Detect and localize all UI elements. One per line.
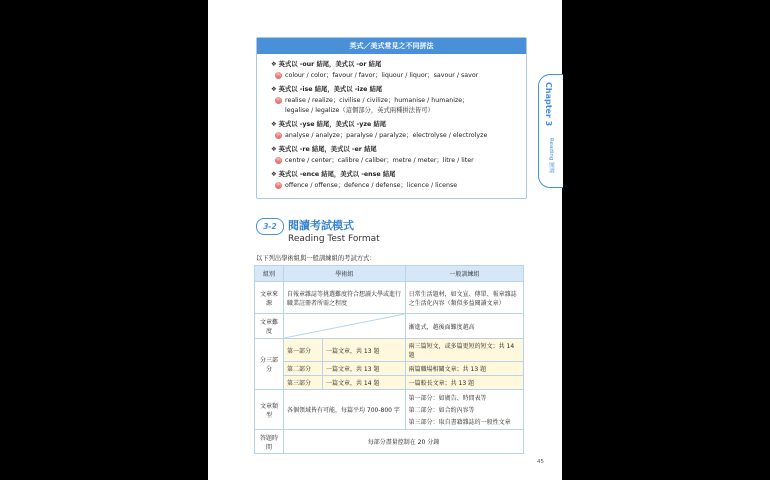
table-row: 第三部分 一篇文章，共 14 題 一篇較長文章；共 13 題 — [255, 376, 524, 390]
diagonal-cell — [284, 314, 406, 339]
table-row: 文章來源 自報章雜誌等挑選難度符合想讀大學或進行職業註冊者所需之程度 日常生活題材，如文宣、傳單、報章雜誌之生活化內容（類似多益閱讀文章） — [255, 282, 524, 314]
rule-ise: ❖ 英式以 -ise 結尾，美式以 -ize 結尾 例 realise / realize；civilise / civilize；humanise / humanize； legalise / legalize（這個部分，英式兩種拼法皆可） — [271, 86, 469, 114]
table-row: 第二部分 一篇文章，共 13 題 兩篇職場相關文章；共 13 題 — [255, 362, 524, 376]
diamond-icon: ❖ — [271, 86, 277, 93]
example-badge: 例 — [276, 157, 281, 163]
diamond-icon: ❖ — [271, 121, 277, 128]
table-row: 文章難度 漸進式，越後面難度越高 — [255, 314, 524, 339]
header-general: 一般訓練組 — [405, 266, 523, 282]
diamond-icon: ❖ — [271, 61, 277, 68]
table-row: 文章類型 各個領域皆有可能，每篇平均 700-800 字 第一部分：如廣告、時間表等 第二部分：如合約內容等 第三部分：取自書籍雜誌的一般性文章 — [255, 390, 524, 430]
table-row: 答題時間 每部分盡量控制在 20 分鐘 — [255, 430, 524, 454]
intro-text: 以下列出學術組與一般訓練組的考試方式： — [256, 255, 376, 262]
spelling-box — [256, 37, 527, 199]
table-row: 分三部分 第一部分 一篇文章，共 13 題 兩三篇短文，或多篇更短的短文；共 14 題 — [255, 339, 524, 362]
header-academic: 學術組 — [284, 266, 406, 282]
table-header-row — [255, 266, 524, 282]
diagonal-line — [284, 314, 405, 338]
example-badge: 例 — [276, 182, 281, 188]
header-group: 組別 — [255, 266, 284, 282]
section-subtitle: Reading Test Format — [288, 234, 380, 244]
diamond-icon: ❖ — [271, 171, 277, 178]
format-table — [254, 265, 524, 454]
box-title: 英式／美式常見之不同拼法 — [257, 38, 526, 54]
rule-ence: ❖ 英式以 -ence 結尾，美式以 -ense 結尾 例 offence / offense；defence / defense；licence / license — [271, 171, 458, 189]
example-badge: 例 — [276, 72, 281, 78]
rule-yse: ❖ 英式以 -yse 結尾，美式以 -yze 結尾 例 analyse / analyze；paralyse / paralyze；electrolyse / electrolyze — [271, 121, 488, 139]
rule-our: ❖ 英式以 -our 結尾，美式以 -or 結尾 例 colour / color；favour / favor；liquour / liquor；savour / savor — [271, 61, 479, 79]
chapter-label: Chapter 3 — [544, 82, 553, 127]
diamond-icon: ❖ — [271, 146, 277, 153]
page-number: 45 — [537, 459, 544, 465]
chapter-sublabel: Reading 閱讀 — [548, 138, 554, 174]
example-badge: 例 — [276, 97, 281, 103]
section-title: 閱讀考試模式 — [288, 219, 354, 232]
example-badge: 例 — [276, 132, 281, 138]
rule-re: ❖ 英式以 -re 結尾，美式以 -er 結尾 例 centre / center；calibre / caliber；metre / meter；litre / liter — [271, 146, 474, 164]
section-number: 3-2 — [256, 218, 284, 235]
